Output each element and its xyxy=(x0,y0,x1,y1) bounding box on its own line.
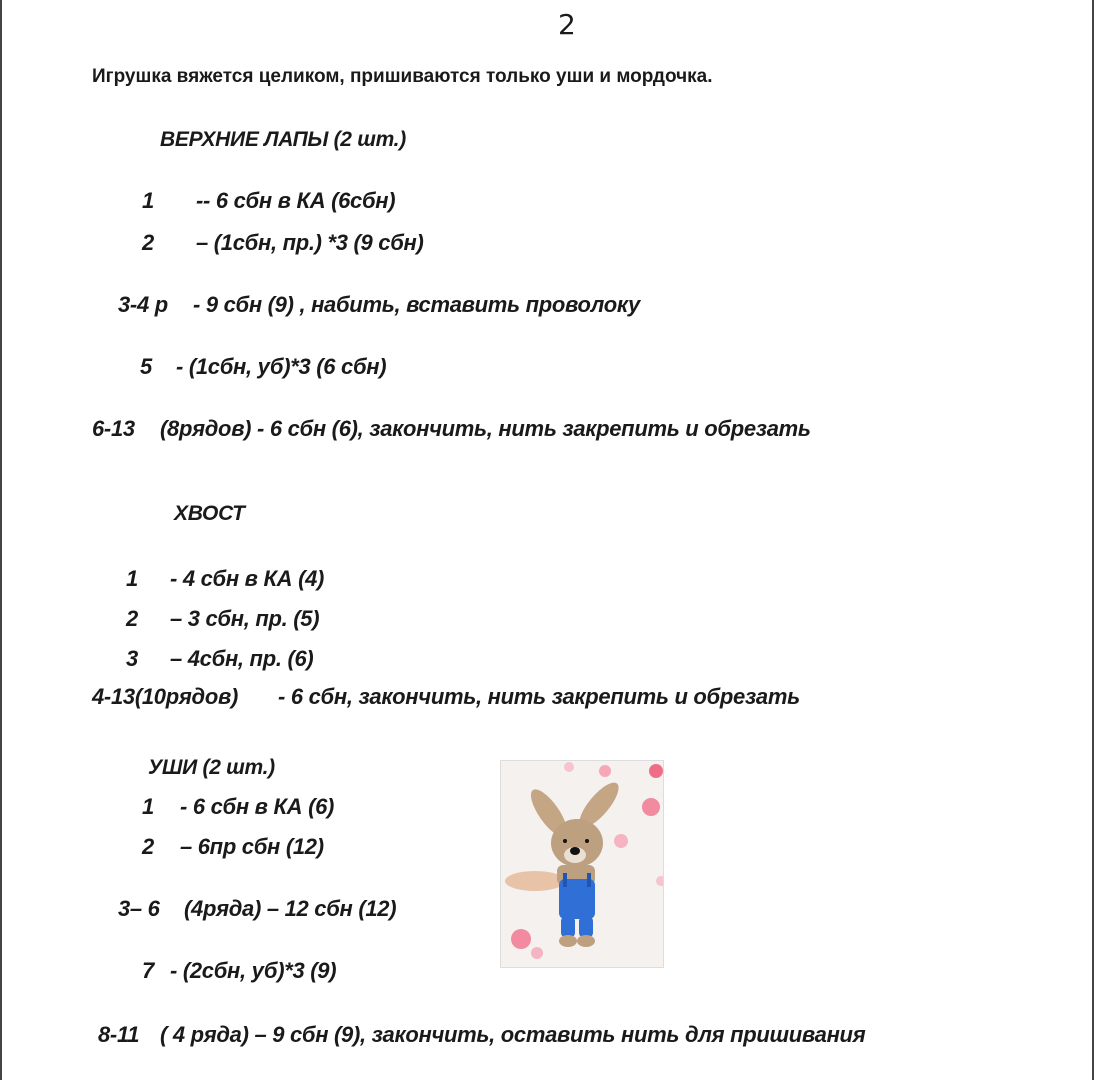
row-number: 3 xyxy=(126,646,138,671)
bokeh-dot xyxy=(614,834,628,848)
row-number: 8-11 xyxy=(98,1022,140,1047)
toy-eye xyxy=(585,839,589,843)
intro-text: Игрушка вяжется целиком, пришиваются только уши и мордочка. xyxy=(92,66,713,87)
row-instruction: - 4 сбн в КА (4) xyxy=(170,566,325,591)
crochet-bunny-toy-photo xyxy=(500,760,664,968)
row-instruction: – 3 сбн, пр. (5) xyxy=(170,606,320,631)
row-instruction: – 4сбн, пр. (6) xyxy=(170,646,314,671)
row-number: 1 xyxy=(142,188,154,213)
row-number: 3-4 р xyxy=(118,292,168,317)
row-number: 2 xyxy=(142,834,154,859)
row-number: 1 xyxy=(142,794,154,819)
row-instruction: - (1сбн, уб)*3 (6 сбн) xyxy=(176,354,387,379)
row-instruction: (4ряда) – 12 сбн (12) xyxy=(184,896,397,921)
page-number: 2 xyxy=(558,8,576,41)
row-instruction: -- 6 сбн в КА (6сбн) xyxy=(196,188,396,213)
row-number: 3– 6 xyxy=(118,896,160,921)
hand xyxy=(505,871,565,891)
row-number: 1 xyxy=(126,566,138,591)
toy-leg xyxy=(579,917,593,937)
bokeh-dot xyxy=(599,765,611,777)
row-instruction: - 6 сбн в КА (6) xyxy=(180,794,335,819)
bokeh-dot xyxy=(531,947,543,959)
bokeh-dot xyxy=(656,876,663,886)
row-number: 7 xyxy=(142,958,154,983)
toy-illustration xyxy=(501,761,663,967)
section-title-upper-paws: ВЕРХНИЕ ЛАПЫ (2 шт.) xyxy=(160,128,406,151)
bokeh-dot xyxy=(511,929,531,949)
toy-foot xyxy=(559,935,577,947)
toy-foot xyxy=(577,935,595,947)
row-instruction: – 6пр сбн (12) xyxy=(180,834,324,859)
toy-nose xyxy=(570,847,580,855)
section-title-ears: УШИ (2 шт.) xyxy=(148,756,275,779)
bokeh-dot xyxy=(642,798,660,816)
row-number: 6-13 xyxy=(92,416,135,441)
row-instruction: (8рядов) - 6 сбн (6), закончить, нить закрепить и обрезать xyxy=(160,416,811,441)
overall-strap xyxy=(587,873,591,887)
row-number: 2 xyxy=(142,230,154,255)
bokeh-dot xyxy=(649,764,663,778)
toy-leg xyxy=(561,917,575,937)
row-instruction: - 9 сбн (9) , набить, вставить проволоку xyxy=(193,292,640,317)
row-number: 4-13(10рядов) xyxy=(92,684,238,709)
row-instruction: ( 4 ряда) – 9 сбн (9), закончить, оставить нить для пришивания xyxy=(160,1022,866,1047)
row-number: 2 xyxy=(126,606,138,631)
row-instruction: - (2сбн, уб)*3 (9) xyxy=(170,958,337,983)
row-instruction: - 6 сбн, закончить, нить закрепить и обрезать xyxy=(278,684,800,709)
section-title-tail: ХВОСТ xyxy=(174,502,245,525)
bokeh-dot xyxy=(564,762,574,772)
toy-eye xyxy=(563,839,567,843)
row-instruction: – (1сбн, пр.) *3 (9 сбн) xyxy=(196,230,424,255)
row-number: 5 xyxy=(140,354,152,379)
overall-strap xyxy=(563,873,567,887)
